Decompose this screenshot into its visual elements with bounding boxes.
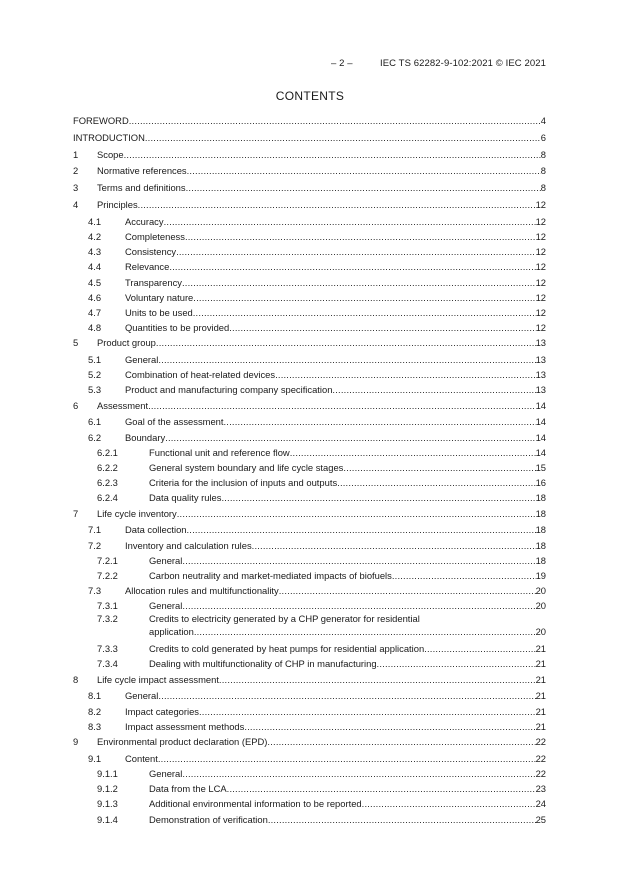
toc-entry-number: 9 bbox=[73, 736, 79, 748]
toc-entry-title: Dealing with multifunctionality of CHP in manufacturing bbox=[149, 658, 377, 670]
toc-entry-page: 22 bbox=[535, 768, 546, 779]
toc-entry-title-cell bbox=[125, 290, 536, 305]
toc-entry-title-cell bbox=[125, 305, 536, 320]
toc-entry-number: 7.3.3 bbox=[97, 643, 118, 655]
toc-entry-title-cell bbox=[125, 704, 536, 719]
toc-entry-number: 9.1.4 bbox=[97, 813, 118, 825]
toc-entry-continuation[interactable] bbox=[73, 626, 546, 641]
toc-leader-dots bbox=[158, 688, 535, 703]
toc-leader-dots bbox=[182, 766, 535, 781]
toc-entry-title-cell bbox=[125, 382, 536, 397]
toc-entry-title-cell bbox=[149, 598, 536, 613]
toc-leader-dots bbox=[158, 751, 536, 766]
toc-entry-page: 8 bbox=[540, 148, 546, 160]
toc-entry-title-cell bbox=[125, 688, 536, 703]
toc-entry-title-cell bbox=[125, 414, 536, 429]
toc-entry[interactable] bbox=[73, 414, 546, 429]
toc-entry-title: Life cycle inventory bbox=[97, 507, 177, 519]
toc-entry-title-cell bbox=[125, 538, 536, 553]
toc-entry[interactable] bbox=[73, 781, 546, 796]
toc-entry-title-cell bbox=[149, 766, 536, 781]
toc-entry-title: Content bbox=[125, 752, 158, 764]
toc-entry-number: 9.1.2 bbox=[97, 783, 118, 795]
toc-entry-page: 21 bbox=[535, 673, 546, 685]
toc-entry-title: Impact assessment methods bbox=[125, 720, 245, 732]
toc-leader-dots bbox=[186, 180, 541, 197]
toc-entry-page: 15 bbox=[535, 462, 546, 473]
toc-leader-dots bbox=[148, 398, 536, 415]
toc-entry[interactable] bbox=[73, 335, 546, 352]
toc-leader-dots bbox=[227, 781, 536, 796]
toc-entry-number: 4.7 bbox=[88, 306, 102, 318]
toc-entry-title: Boundary bbox=[125, 431, 166, 443]
toc-entry-page: 12 bbox=[535, 261, 546, 273]
toc-entry[interactable] bbox=[73, 382, 546, 397]
toc-entry-title: General bbox=[149, 554, 183, 566]
toc-entry-title: Terms and definitions bbox=[97, 182, 186, 194]
toc-entry-title-cell bbox=[125, 719, 536, 734]
toc-entry-number: 5.1 bbox=[88, 354, 102, 366]
toc-entry-title-cell bbox=[97, 147, 541, 164]
toc-leader-dots bbox=[194, 626, 536, 639]
toc-entry-title: Carbon neutrality and market-mediated impacts of biofuels bbox=[149, 569, 392, 581]
toc-entry-page: 12 bbox=[535, 291, 546, 303]
toc-entry[interactable] bbox=[73, 113, 546, 130]
toc-entry-title-cell bbox=[97, 163, 541, 180]
toc-entry-number: 7.2.2 bbox=[97, 569, 118, 581]
toc-entry-title-cell bbox=[97, 672, 536, 689]
toc-entry-title-cell bbox=[125, 367, 536, 382]
toc-entry-title: Product group bbox=[97, 337, 156, 349]
toc-entry-number: 9.1.3 bbox=[97, 798, 118, 810]
toc-entry-number: 2 bbox=[73, 165, 79, 177]
toc-entry-number: 8.2 bbox=[88, 705, 102, 717]
toc-entry-title-cell bbox=[149, 475, 536, 490]
toc-entry-title: Life cycle impact assessment bbox=[97, 673, 219, 685]
toc-entry[interactable] bbox=[73, 180, 546, 197]
toc-entry-title: Data quality rules bbox=[149, 492, 222, 504]
toc-leader-dots bbox=[182, 598, 535, 613]
toc-leader-dots bbox=[124, 147, 541, 164]
toc-entry-title-cell bbox=[125, 320, 536, 335]
toc-entry[interactable] bbox=[73, 398, 546, 415]
toc-leader-dots bbox=[169, 259, 535, 274]
toc-entry-title: Allocation rules and multifunctionality bbox=[125, 585, 279, 597]
toc-entry-title-cell bbox=[149, 812, 536, 827]
toc-entry-number: 7 bbox=[73, 507, 79, 519]
toc-entry[interactable] bbox=[73, 568, 546, 583]
toc-entry[interactable] bbox=[73, 430, 546, 445]
toc-entry-title-cell bbox=[125, 244, 536, 259]
toc-entry-page: 13 bbox=[535, 384, 546, 396]
toc-entry-page: 14 bbox=[535, 399, 546, 411]
toc-entry-number: 7.3.1 bbox=[97, 600, 118, 612]
toc-entry-title: Assessment bbox=[97, 399, 149, 411]
page-header: – 2 – IEC TS 62282-9-102:2021 © IEC 2021 bbox=[330, 58, 546, 69]
toc-entry-title-cell bbox=[125, 751, 536, 766]
toc-entry-page: 22 bbox=[535, 736, 546, 748]
toc-entry-page: 19 bbox=[535, 569, 546, 581]
toc-entry-title: Goal of the assessment bbox=[125, 416, 224, 428]
toc-entry-title-cell bbox=[149, 626, 536, 639]
toc-entry-title: Consistency bbox=[125, 246, 177, 258]
toc-entry-title-cell bbox=[149, 445, 536, 460]
toc-entry-title: Criteria for the inclusion of inputs and outputs bbox=[149, 477, 338, 489]
toc-entry[interactable] bbox=[73, 751, 546, 766]
toc-entry[interactable] bbox=[73, 352, 546, 367]
toc-entry[interactable] bbox=[73, 704, 546, 719]
toc-entry-number: 4.4 bbox=[88, 261, 102, 273]
toc-entry-number: 6.2.3 bbox=[97, 477, 118, 489]
toc-leader-dots bbox=[268, 812, 536, 827]
toc-entry-title-cell bbox=[125, 352, 536, 367]
toc-entry-number: 5 bbox=[73, 337, 79, 349]
toc-entry[interactable] bbox=[73, 734, 546, 751]
toc-entry-page: 18 bbox=[535, 507, 546, 519]
contents-title: CONTENTS bbox=[275, 89, 345, 103]
toc-entry-title-cell bbox=[149, 553, 536, 568]
toc-entry-page: 24 bbox=[535, 798, 546, 810]
toc-entry-page: 14 bbox=[535, 416, 546, 428]
toc-leader-dots bbox=[267, 734, 535, 751]
toc-entry-number: 8.3 bbox=[88, 720, 102, 732]
toc-entry-page: 25 bbox=[535, 813, 546, 825]
toc-entry-title-cell bbox=[73, 130, 541, 147]
toc-entry-title: Combination of heat-related devices bbox=[125, 369, 276, 381]
toc-entry-title-cell bbox=[97, 197, 536, 214]
toc-leader-dots bbox=[177, 506, 536, 523]
toc-entry-title-cell bbox=[97, 335, 536, 352]
toc-entry[interactable] bbox=[73, 506, 546, 523]
toc-entry-title-cell bbox=[125, 259, 536, 274]
toc-entry-number: 4.8 bbox=[88, 322, 102, 334]
toc-entry[interactable] bbox=[73, 641, 546, 656]
toc-entry-number: 4.5 bbox=[88, 276, 102, 288]
toc-entry-title: Completeness bbox=[125, 230, 185, 242]
toc-leader-dots bbox=[187, 163, 541, 180]
toc-entry[interactable] bbox=[73, 320, 546, 335]
toc-leader-dots bbox=[158, 352, 535, 367]
toc-entry-number: 7.1 bbox=[88, 524, 102, 536]
toc-entry-title-cell bbox=[125, 583, 536, 598]
toc-entry-page: 21 bbox=[535, 658, 546, 670]
toc-entry-page: 20 bbox=[535, 600, 546, 612]
toc-entry-title-cell bbox=[149, 490, 536, 505]
toc-entry[interactable] bbox=[73, 147, 546, 164]
toc-entry-page: 21 bbox=[535, 690, 546, 702]
toc-entry-page: 12 bbox=[535, 276, 546, 288]
toc-leader-dots bbox=[279, 583, 536, 598]
toc-entry[interactable] bbox=[73, 796, 546, 811]
toc-entry-number: 7.2.1 bbox=[97, 554, 118, 566]
toc-entry-number: 8.1 bbox=[88, 690, 102, 702]
toc-leader-dots bbox=[219, 672, 536, 689]
toc-entry-title: FOREWORD bbox=[73, 115, 129, 126]
toc-entry-page: 14 bbox=[535, 431, 546, 443]
toc-leader-dots bbox=[165, 430, 535, 445]
toc-entry-page: 12 bbox=[535, 322, 546, 334]
toc-entry-number: 8 bbox=[73, 673, 79, 685]
toc-leader-dots bbox=[164, 214, 536, 229]
toc-leader-dots bbox=[145, 130, 541, 147]
toc-entry-title-cell bbox=[97, 398, 536, 415]
toc-entry-page: 8 bbox=[540, 182, 546, 194]
toc-entry[interactable] bbox=[73, 598, 546, 613]
toc-entry-number: 7.3.2 bbox=[97, 613, 118, 625]
toc-entry-title: Voluntary nature bbox=[125, 291, 194, 303]
toc-entry-page: 8 bbox=[540, 165, 546, 177]
toc-entry-title: application bbox=[149, 626, 194, 638]
toc-entry-number: 4.6 bbox=[88, 291, 102, 303]
toc-entry-page: 20 bbox=[535, 626, 546, 638]
toc-entry-title-cell bbox=[149, 656, 536, 671]
toc-entry-page: 13 bbox=[535, 369, 546, 381]
toc-entry[interactable] bbox=[73, 719, 546, 734]
toc-entry-number: 4.3 bbox=[88, 246, 102, 258]
toc-entry-title: Principles bbox=[97, 198, 138, 210]
toc-entry[interactable] bbox=[73, 305, 546, 320]
toc-entry-page: 18 bbox=[535, 492, 546, 504]
toc-entry-title-cell bbox=[149, 796, 536, 811]
toc-entry-number: 9.1.1 bbox=[97, 768, 118, 779]
toc-entry-title: Scope bbox=[97, 148, 124, 160]
toc-entry-title: Normative references bbox=[97, 165, 187, 177]
toc-entry-title-cell bbox=[125, 430, 536, 445]
toc-entry-title: General system boundary and life cycle stages bbox=[149, 462, 344, 473]
toc-entry-page: 20 bbox=[535, 585, 546, 597]
toc-entry-number: 7.3 bbox=[88, 585, 102, 597]
toc-entry-title-cell bbox=[125, 522, 536, 537]
toc-entry[interactable] bbox=[73, 538, 546, 553]
toc-entry-title: Functional unit and reference flow bbox=[149, 446, 290, 458]
toc-entry-title: Data from the LCA bbox=[149, 783, 227, 795]
toc-entry[interactable] bbox=[73, 688, 546, 703]
toc-entry[interactable] bbox=[73, 259, 546, 274]
toc-entry-page: 23 bbox=[535, 783, 546, 795]
toc-entry-title: General bbox=[149, 600, 183, 612]
toc-entry-page: 12 bbox=[535, 306, 546, 318]
toc-entry[interactable] bbox=[73, 490, 546, 505]
toc-leader-dots bbox=[193, 290, 535, 305]
toc-entry-number: 5.3 bbox=[88, 384, 102, 396]
toc-leader-dots bbox=[199, 704, 536, 719]
toc-entry-page: 18 bbox=[535, 524, 546, 536]
toc-entry[interactable] bbox=[73, 163, 546, 180]
toc-entry-title-cell bbox=[97, 506, 536, 523]
toc-entry-number: 4.2 bbox=[88, 230, 102, 242]
toc-entry[interactable] bbox=[73, 445, 546, 460]
toc-entry-title: Demonstration of verification bbox=[149, 813, 268, 825]
toc-entry-title: Relevance bbox=[125, 261, 170, 273]
toc-entry-title-cell bbox=[97, 180, 541, 197]
table-of-contents bbox=[73, 113, 546, 827]
toc-entry[interactable] bbox=[73, 244, 546, 259]
toc-entry-title-cell bbox=[149, 781, 536, 796]
toc-entry-title: INTRODUCTION bbox=[73, 131, 145, 143]
toc-leader-dots bbox=[182, 275, 536, 290]
toc-entry-title: Data collection bbox=[125, 524, 187, 536]
toc-entry-title-cell bbox=[125, 275, 536, 290]
toc-entry[interactable] bbox=[73, 197, 546, 214]
toc-entry-title: Environmental product declaration (EPD) bbox=[97, 736, 268, 748]
toc-entry[interactable] bbox=[73, 613, 546, 626]
toc-entry-title: General bbox=[125, 354, 159, 366]
toc-entry-title: Units to be used bbox=[125, 306, 193, 318]
toc-entry-title: Additional environmental information to be reported bbox=[149, 798, 362, 810]
toc-entry-page: 13 bbox=[535, 337, 546, 349]
toc-leader-dots bbox=[129, 113, 541, 130]
toc-entry-page: 18 bbox=[535, 539, 546, 551]
toc-entry-title: General bbox=[125, 690, 159, 702]
toc-entry[interactable] bbox=[73, 812, 546, 827]
toc-leader-dots bbox=[138, 197, 536, 214]
toc-entry-title-cell bbox=[149, 460, 536, 475]
toc-entry[interactable] bbox=[73, 583, 546, 598]
toc-entry-number: 6 bbox=[73, 399, 79, 411]
toc-entry-page: 14 bbox=[535, 446, 546, 458]
toc-entry-page: 6 bbox=[540, 131, 546, 143]
toc-entry-page: 12 bbox=[535, 198, 546, 210]
toc-entry-page: 4 bbox=[540, 115, 546, 126]
toc-leader-dots bbox=[187, 522, 536, 537]
toc-entry-title: Accuracy bbox=[125, 215, 164, 227]
toc-entry-title: Transparency bbox=[125, 276, 182, 288]
toc-entry-page: 13 bbox=[535, 354, 546, 366]
toc-entry-title-cell bbox=[125, 214, 536, 229]
toc-entry-number: 4 bbox=[73, 198, 79, 210]
toc-entry-title: Product and manufacturing company specification bbox=[125, 384, 333, 396]
toc-entry-number: 6.1 bbox=[88, 416, 102, 428]
toc-entry-page: 22 bbox=[535, 752, 546, 764]
toc-entry-title-cell bbox=[149, 613, 546, 626]
toc-entry-page: 12 bbox=[535, 246, 546, 258]
toc-leader-dots bbox=[185, 229, 536, 244]
toc-entry-number: 3 bbox=[73, 182, 79, 194]
toc-entry[interactable] bbox=[73, 656, 546, 671]
toc-entry[interactable] bbox=[73, 766, 546, 781]
toc-entry-title-cell bbox=[73, 113, 541, 130]
toc-entry[interactable] bbox=[73, 214, 546, 229]
toc-leader-dots bbox=[343, 460, 535, 475]
toc-entry-number: 7.2 bbox=[88, 539, 102, 551]
toc-entry-title: General bbox=[149, 768, 183, 779]
toc-entry-page: 21 bbox=[535, 643, 546, 655]
toc-entry-title-cell bbox=[149, 568, 536, 583]
toc-entry[interactable] bbox=[73, 290, 546, 305]
toc-entry-title: Credits to cold generated by heat pumps for residential application bbox=[149, 643, 425, 655]
toc-entry-title: Impact categories bbox=[125, 705, 199, 717]
toc-leader-dots bbox=[337, 475, 535, 490]
toc-entry-number: 9.1 bbox=[88, 752, 102, 764]
toc-entry-title: Quantities to be provided bbox=[125, 322, 230, 334]
toc-entry-page: 21 bbox=[535, 705, 546, 717]
toc-entry[interactable] bbox=[73, 553, 546, 568]
toc-entry-number: 6.2.1 bbox=[97, 446, 118, 458]
toc-leader-dots bbox=[244, 719, 535, 734]
toc-leader-dots bbox=[229, 320, 535, 335]
toc-entry-page: 12 bbox=[535, 230, 546, 242]
toc-entry-number: 7.3.4 bbox=[97, 658, 118, 670]
toc-entry-page: 12 bbox=[535, 215, 546, 227]
toc-entry-title: Credits to electricity generated by a CHP generator for residential bbox=[149, 613, 420, 625]
toc-entry-number: 1 bbox=[73, 148, 79, 160]
toc-leader-dots bbox=[424, 641, 535, 656]
toc-entry[interactable] bbox=[73, 367, 546, 382]
toc-entry[interactable] bbox=[73, 229, 546, 244]
toc-leader-dots bbox=[392, 568, 536, 583]
toc-entry-number: 6.2 bbox=[88, 431, 102, 443]
toc-entry-number: 4.1 bbox=[88, 215, 102, 227]
toc-leader-dots bbox=[332, 382, 535, 397]
toc-leader-dots bbox=[252, 538, 536, 553]
toc-leader-dots bbox=[176, 244, 535, 259]
toc-leader-dots bbox=[290, 445, 536, 460]
toc-leader-dots bbox=[193, 305, 536, 320]
toc-entry-title: Inventory and calculation rules bbox=[125, 539, 252, 551]
toc-entry-title-cell bbox=[125, 229, 536, 244]
toc-entry[interactable] bbox=[73, 672, 546, 689]
toc-entry[interactable] bbox=[73, 275, 546, 290]
toc-leader-dots bbox=[377, 656, 536, 671]
toc-entry-title-cell bbox=[149, 641, 536, 656]
toc-entry-page: 21 bbox=[535, 720, 546, 732]
toc-entry[interactable] bbox=[73, 522, 546, 537]
toc-entry-page: 18 bbox=[535, 554, 546, 566]
toc-entry[interactable] bbox=[73, 460, 546, 475]
toc-leader-dots bbox=[275, 367, 535, 382]
toc-leader-dots bbox=[224, 414, 536, 429]
toc-entry-number: 6.2.2 bbox=[97, 462, 118, 473]
toc-entry-title-cell bbox=[97, 734, 536, 751]
toc-entry-page: 16 bbox=[535, 477, 546, 489]
toc-leader-dots bbox=[182, 553, 535, 568]
toc-entry-number: 6.2.4 bbox=[97, 492, 118, 504]
toc-leader-dots bbox=[362, 796, 536, 811]
toc-entry-number: 5.2 bbox=[88, 369, 102, 381]
toc-leader-dots bbox=[156, 335, 536, 352]
toc-entry[interactable] bbox=[73, 130, 546, 147]
toc-leader-dots bbox=[221, 490, 535, 505]
toc-entry[interactable] bbox=[73, 475, 546, 490]
